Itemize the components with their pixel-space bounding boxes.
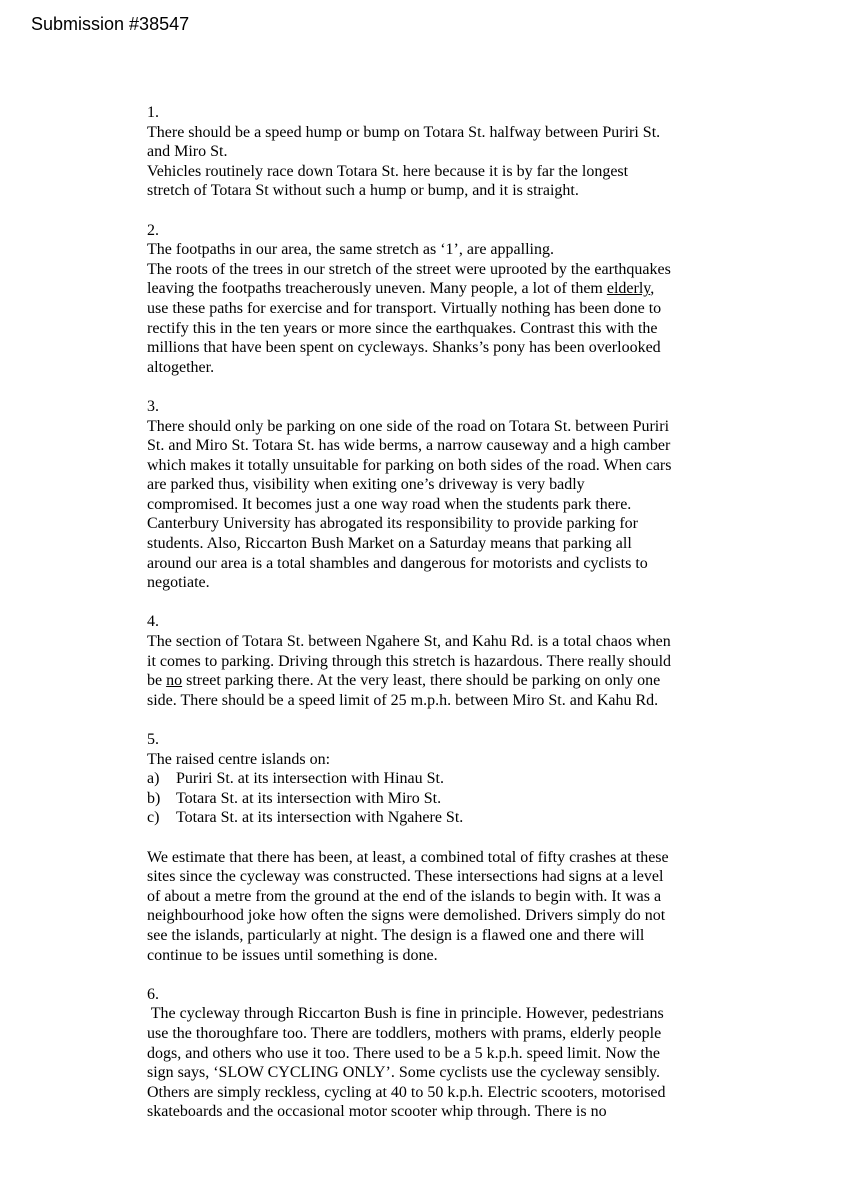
underlined-text: no [166, 672, 183, 690]
text-line: The footpaths in our area, the same stretch as ‘1’, are appalling. [147, 241, 554, 259]
text-line: The raised centre islands on: [147, 750, 331, 768]
paragraph [147, 848, 719, 966]
text-line: 6. [147, 985, 159, 1003]
text-line: millions that have been spent on cycleways. Shanks’s pony has been overlooked [147, 339, 661, 357]
text-line: The cycleway through Riccarton Bush is fine in principle. However, pedestrians [147, 1005, 664, 1023]
paragraph [147, 612, 719, 710]
text-line: of about a metre from the ground at the end of the islands to begin with. It was a [147, 887, 662, 905]
text-line: rectify this in the ten years or more since the earthquakes. Contrast this with the [147, 319, 658, 337]
text-line: use the thoroughfare too. There are toddlers, mothers with prams, elderly people [147, 1024, 662, 1042]
text-line: negotiate. [147, 574, 210, 592]
text-line: continue to be issues until something is done. [147, 946, 438, 964]
text-line: Canterbury University has abrogated its responsibility to provide parking for [147, 515, 639, 533]
text-line: b) Totara St. at its intersection with Miro St. [147, 789, 442, 807]
text-line: Others are simply reckless, cycling at 40 to 50 k.p.h. Electric scooters, motorised [147, 1083, 666, 1101]
paragraph [147, 397, 719, 593]
text-line: The roots of the trees in our stretch of the street were uprooted by the earthquakes [147, 260, 671, 278]
text-line: compromised. It becomes just a one way road when the students park there. [147, 495, 632, 513]
text-line: 3. [147, 397, 159, 415]
text-line: students. Also, Riccarton Bush Market on a Saturday means that parking all [147, 535, 632, 553]
text-line: c) Totara St. at its intersection with Ngahere St. [147, 809, 464, 827]
paragraph [147, 730, 719, 828]
list-item-marker: b) [147, 789, 161, 807]
text-line: St. and Miro St. Totara St. has wide berms, a narrow causeway and a high camber [147, 437, 671, 455]
text-line: altogether. [147, 358, 215, 376]
text-line: 4. [147, 613, 159, 631]
text-line: leaving the footpaths treacherously uneven. Many people, a lot of them elderly, [147, 280, 655, 298]
text-line: sign says, ‘SLOW CYCLING ONLY’. Some cyclists use the cycleway sensibly. [147, 1064, 660, 1082]
text-line: sites since the cycleway was constructed. These intersections had signs at a level [147, 868, 664, 886]
paragraph [147, 103, 719, 201]
text-line: around our area is a total shambles and dangerous for motorists and cyclists to [147, 554, 648, 572]
text-line: 5. [147, 731, 159, 748]
submission-title: Submission #38547 [31, 14, 190, 34]
text-line: and Miro St. [147, 143, 228, 161]
text-line: 1. [147, 104, 159, 121]
text-line: which makes it totally unsuitable for parking on both sides of the road. When cars [147, 456, 672, 474]
text-line: dogs, and others who use it too. There used to be a 5 k.p.h. speed limit. Now the [147, 1044, 660, 1062]
text-line: side. There should be a speed limit of 25 m.p.h. between Miro St. and Kahu Rd. [147, 691, 659, 709]
text-line: a) Puriri St. at its intersection with Hinau St. [147, 770, 444, 788]
text-line: 2. [147, 221, 159, 239]
text-line: There should be a speed hump or bump on Totara St. halfway between Puriri St. [147, 123, 661, 141]
list-item-marker: c) [147, 809, 160, 827]
document-body [147, 103, 719, 1122]
text-line: The section of Totara St. between Ngahere St, and Kahu Rd. is a total chaos when [147, 633, 671, 651]
paragraph [147, 221, 719, 378]
text-line: are parked thus, visibility when exiting one’s driveway is very badly [147, 476, 585, 494]
text-line: We estimate that there has been, at least, a combined total of fifty crashes at these [147, 848, 669, 866]
text-line: be no street parking there. At the very least, there should be parking on only one [147, 672, 661, 690]
text-line: There should only be parking on one side of the road on Totara St. between Puriri [147, 417, 670, 435]
text-line: see the islands, particularly at night. The design is a flawed one and there will [147, 926, 645, 944]
text-line: it comes to parking. Driving through this stretch is hazardous. There really should [147, 652, 672, 670]
text-line: neighbourhood joke how often the signs were demolished. Drivers simply do not [147, 907, 666, 925]
text-line: skateboards and the occasional motor scooter whip through. There is no [147, 1103, 607, 1121]
list-item-marker: a) [147, 770, 160, 788]
text-line: Vehicles routinely race down Totara St. here because it is by far the longest [147, 162, 629, 180]
text-line: stretch of Totara St without such a hump or bump, and it is straight. [147, 182, 579, 200]
underlined-text: elderly [606, 280, 651, 298]
text-line: use these paths for exercise and for transport. Virtually nothing has been done to [147, 299, 662, 317]
paragraph [147, 985, 719, 1122]
